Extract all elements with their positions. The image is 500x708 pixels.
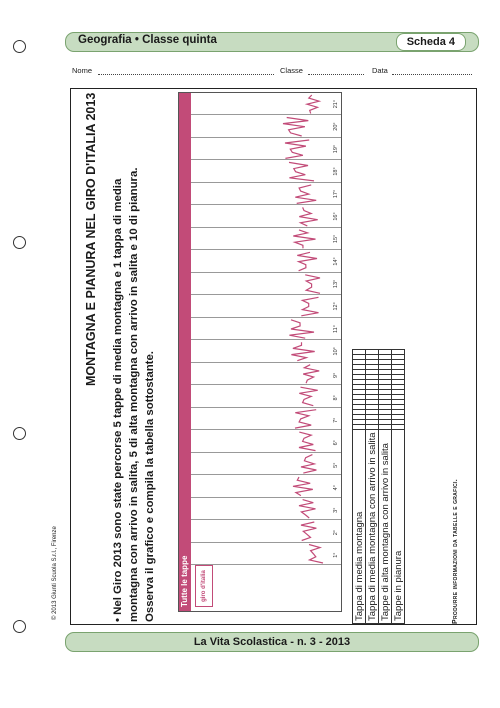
table-cell[interactable]: [392, 420, 405, 425]
profile-lines: [179, 93, 341, 611]
table-cell[interactable]: [392, 355, 405, 360]
stage-divider: [191, 407, 341, 408]
binder-hole-2: [13, 236, 26, 249]
table-cell[interactable]: [379, 415, 392, 420]
table-cell[interactable]: [366, 380, 379, 385]
table-cell[interactable]: [379, 360, 392, 365]
stage-number: 8°: [333, 395, 339, 401]
stage-profile: [309, 545, 323, 564]
stage-number: 12°: [333, 302, 339, 311]
stage-profile: [305, 275, 320, 294]
binder-hole-1: [13, 40, 26, 53]
stage-number: 5°: [333, 462, 339, 468]
table-cell[interactable]: [392, 390, 405, 395]
stage-divider: [191, 429, 341, 430]
table-cell[interactable]: [379, 350, 392, 355]
stage-table: [352, 349, 405, 624]
table-cell[interactable]: [366, 410, 379, 415]
table-cell[interactable]: [366, 395, 379, 400]
stage-profile: [299, 500, 316, 518]
stage-profile: [299, 207, 317, 226]
table-cell[interactable]: [366, 375, 379, 380]
table-cell[interactable]: [353, 360, 366, 365]
table-row: [379, 350, 392, 624]
table-cell[interactable]: [366, 355, 379, 360]
stage-profile: [299, 387, 317, 406]
table-row-label: Tappe in pianura: [392, 430, 405, 624]
table-cell[interactable]: [366, 420, 379, 425]
table-cell[interactable]: [392, 360, 405, 365]
table-cell[interactable]: [392, 350, 405, 355]
table-cell[interactable]: [366, 385, 379, 390]
stage-number: 15°: [333, 234, 339, 244]
stage-number: 3°: [333, 507, 339, 513]
page-title: MONTAGNA E PIANURA NEL GIRO D'ITALIA 2013: [84, 92, 98, 386]
chart-header-label: Tutte le tappe: [180, 555, 189, 607]
table-cell[interactable]: [366, 390, 379, 395]
stage-profile: [299, 432, 316, 451]
table-cell[interactable]: [379, 425, 392, 430]
table-row: [366, 350, 379, 624]
table-cell[interactable]: [379, 410, 392, 415]
table-cell[interactable]: [379, 400, 392, 405]
table-cell[interactable]: [353, 390, 366, 395]
stage-number: 17°: [333, 189, 339, 199]
stage-profile: [295, 185, 316, 203]
table-cell[interactable]: [353, 410, 366, 415]
table-cell[interactable]: [379, 395, 392, 400]
table-cell[interactable]: [353, 370, 366, 375]
table-cell[interactable]: [392, 405, 405, 410]
table-cell[interactable]: [392, 370, 405, 375]
name-line[interactable]: [98, 74, 274, 75]
stage-profile: [307, 95, 319, 114]
stage-number: 13°: [333, 279, 339, 289]
table-cell[interactable]: [353, 405, 366, 410]
table-cell[interactable]: [392, 410, 405, 415]
table-cell[interactable]: [366, 415, 379, 420]
table-cell[interactable]: [353, 400, 366, 405]
stage-number: 4°: [333, 485, 339, 491]
stage-number: 10°: [333, 347, 339, 356]
copyright: © 2013 Giunti Scuola S.r.l., Firenze: [52, 526, 58, 620]
binder-hole-4: [13, 620, 26, 633]
table-cell[interactable]: [366, 400, 379, 405]
table-cell[interactable]: [353, 365, 366, 370]
stage-divider: [191, 542, 341, 543]
class-label: Classe: [280, 66, 303, 75]
stage-profile: [289, 162, 314, 181]
stage-divider: [191, 317, 341, 318]
table-cell[interactable]: [353, 355, 366, 360]
table-cell[interactable]: [392, 380, 405, 385]
instruction-line-2: montagna con arrivo in salita, 5 di alta montagna con arrivo in salita e 10 di pianura.: [128, 167, 140, 622]
stage-divider: [191, 137, 341, 138]
table-row-label: Tappa di media montagna: [353, 430, 366, 624]
stage-profile: [293, 230, 315, 248]
footer-bar: La Vita Scolastica - n. 3 - 2013: [65, 632, 479, 652]
stage-divider: [191, 362, 341, 363]
table-cell[interactable]: [353, 415, 366, 420]
table-row-label: Tappa di media montagna con arrivo in salita: [366, 430, 379, 624]
instruction-line-1: • Nel Giro 2013 sono state percorse 5 tappe di media montagna e 1 tappa di media: [112, 178, 124, 622]
stage-number: 1°: [333, 552, 339, 558]
stage-number: 20°: [333, 122, 339, 131]
table-cell[interactable]: [353, 425, 366, 430]
table-cell[interactable]: [379, 420, 392, 425]
date-line[interactable]: [392, 74, 472, 75]
table-cell[interactable]: [379, 390, 392, 395]
table-cell[interactable]: [366, 360, 379, 365]
stage-divider: [191, 474, 341, 475]
stage-profile: [301, 455, 316, 474]
table-cell[interactable]: [379, 355, 392, 360]
subject-title: Geografia • Classe quinta: [78, 34, 217, 46]
stage-number: 21°: [333, 99, 339, 109]
stage-profile: [295, 410, 316, 428]
stage-divider: [191, 519, 341, 520]
stage-number: 7°: [333, 417, 339, 423]
stage-profile: [291, 342, 314, 361]
header-bar: [65, 32, 479, 52]
table-cell[interactable]: [366, 425, 379, 430]
table-cell[interactable]: [353, 385, 366, 390]
stage-divider: [191, 384, 341, 385]
stage-number: 16°: [333, 212, 339, 221]
stage-profile: [301, 522, 316, 541]
stage-divider: [191, 564, 341, 565]
stage-number: 2°: [333, 530, 339, 536]
stage-divider: [191, 272, 341, 273]
stage-divider: [191, 497, 341, 498]
table-cell[interactable]: [379, 370, 392, 375]
stage-profile: [297, 252, 317, 271]
table-row: [353, 350, 366, 624]
stage-divider: [191, 114, 341, 115]
table-cell[interactable]: [366, 365, 379, 370]
table-cell[interactable]: [392, 365, 405, 370]
table-cell[interactable]: [379, 380, 392, 385]
table-cell[interactable]: [392, 395, 405, 400]
stage-profile: [293, 477, 313, 496]
stage-divider: [191, 294, 341, 295]
sheet-label: Scheda 4: [396, 33, 466, 51]
table-cell[interactable]: [392, 385, 405, 390]
stage-profile: [285, 140, 309, 158]
stage-divider: [191, 452, 341, 453]
table-row: [392, 350, 405, 624]
table-cell[interactable]: [366, 370, 379, 375]
name-label: Nome: [72, 66, 93, 75]
stage-divider: [191, 159, 341, 160]
table-cell[interactable]: [353, 420, 366, 425]
stage-number: 18°: [333, 167, 339, 176]
table-cell[interactable]: [353, 395, 366, 400]
stage-number: 6°: [333, 440, 339, 446]
stage-profile: [289, 320, 314, 338]
stage-profile: [303, 365, 319, 384]
table-cell[interactable]: [392, 400, 405, 405]
table-cell[interactable]: [379, 375, 392, 380]
table-cell[interactable]: [379, 385, 392, 390]
table-row-label: Tappe di alta montagna con arrivo in salita: [379, 430, 392, 624]
table-cell[interactable]: [392, 375, 405, 380]
table-cell[interactable]: [366, 350, 379, 355]
table-cell[interactable]: [392, 425, 405, 430]
learning-note: Produrre informazioni da tabelle e grafici.: [452, 479, 459, 624]
giro-logo: giro d'italia: [195, 565, 213, 607]
binder-hole-3: [13, 427, 26, 440]
stage-divider: [191, 339, 341, 340]
stage-number: 19°: [333, 144, 339, 154]
stage-divider: [191, 182, 341, 183]
stage-profile-chart: [178, 92, 342, 612]
table-cell[interactable]: [353, 375, 366, 380]
table-cell[interactable]: [353, 380, 366, 385]
table-cell[interactable]: [353, 350, 366, 355]
table-cell[interactable]: [379, 405, 392, 410]
class-line[interactable]: [308, 74, 364, 75]
stage-divider: [191, 227, 341, 228]
stage-number: 9°: [333, 372, 339, 378]
table-cell[interactable]: [392, 415, 405, 420]
instruction-line-3: Osserva il grafico e compila la tabella sottostante.: [144, 351, 156, 622]
table-cell[interactable]: [366, 405, 379, 410]
stage-divider: [191, 249, 341, 250]
stage-divider: [191, 204, 341, 205]
date-label: Data: [372, 66, 388, 75]
stage-profile: [283, 118, 308, 137]
stage-number: 14°: [333, 257, 339, 266]
stage-profile: [301, 297, 318, 316]
table-cell[interactable]: [379, 365, 392, 370]
stage-number: 11°: [333, 325, 339, 333]
